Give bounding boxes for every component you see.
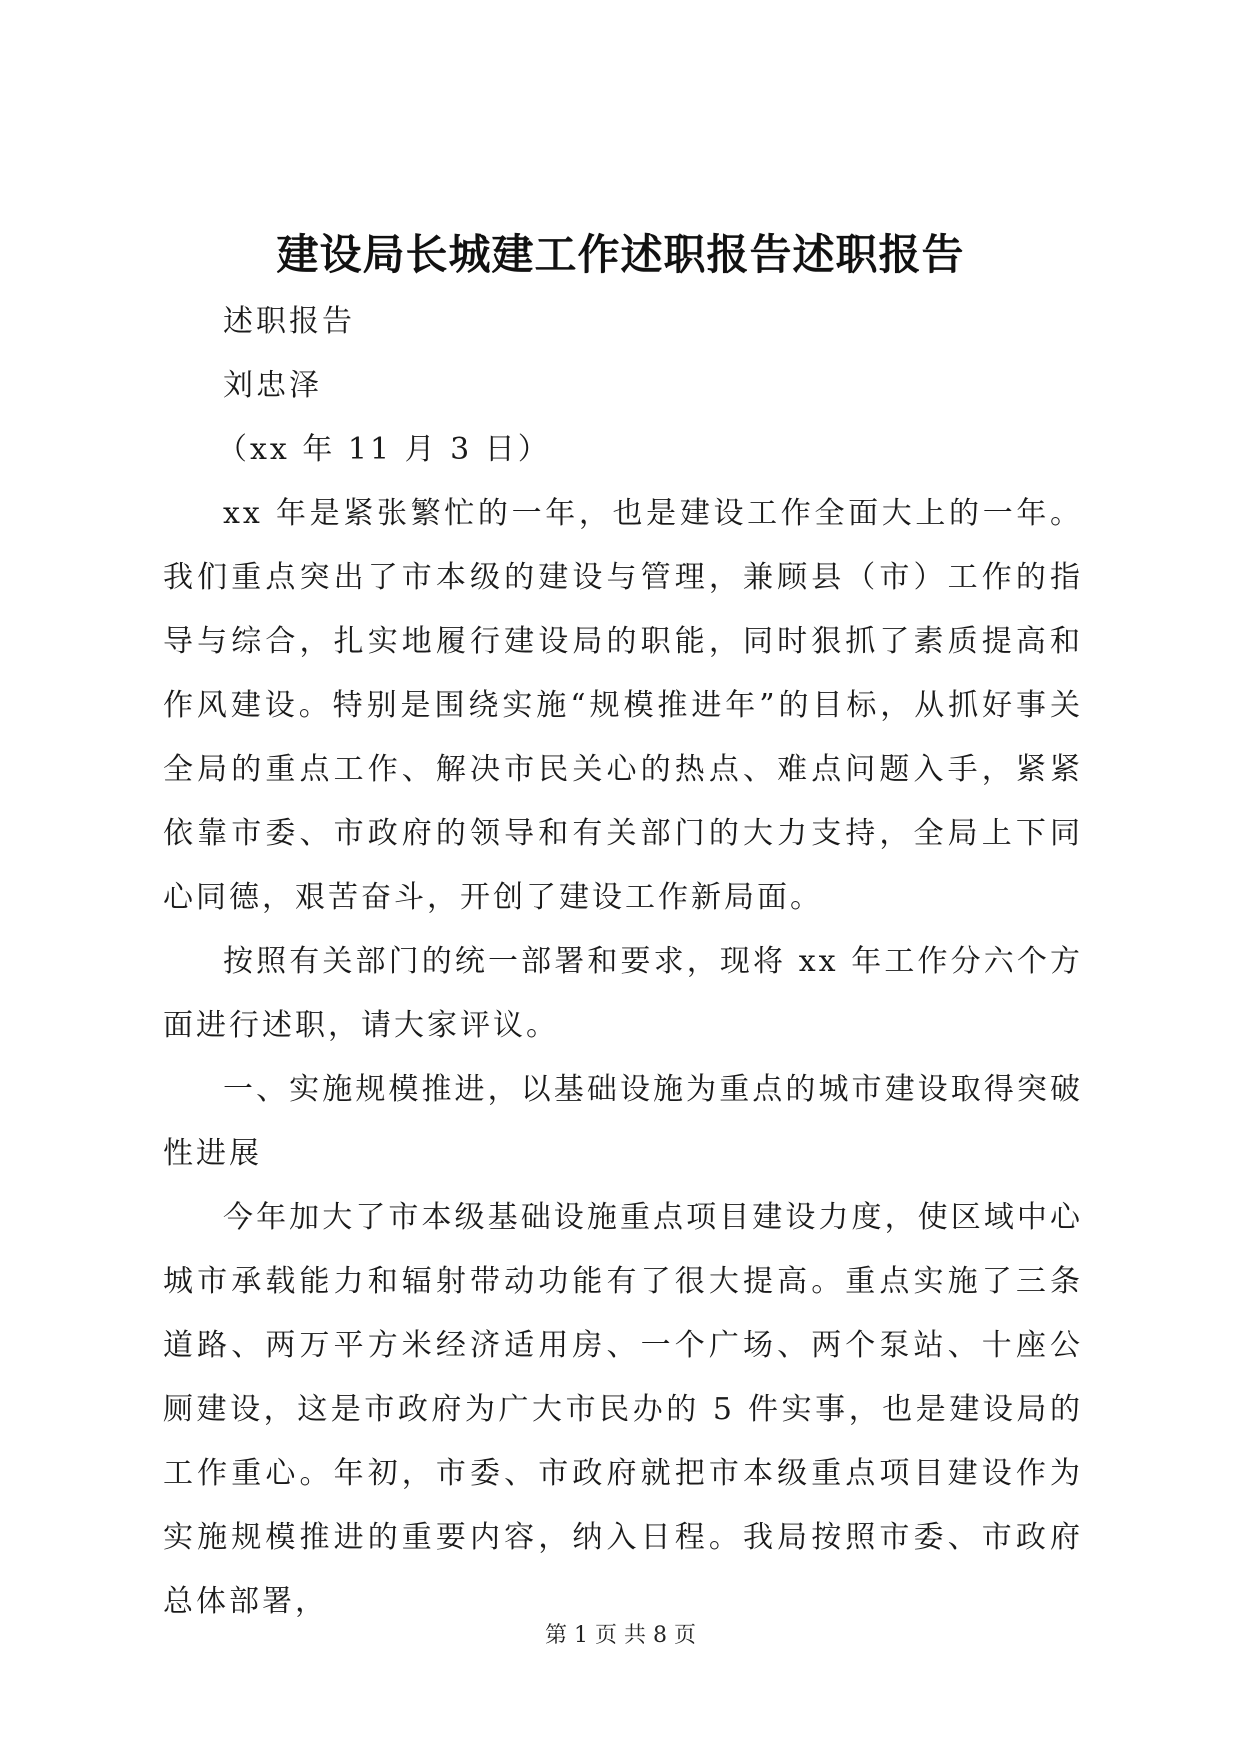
body-paragraph: xx 年是紧张繁忙的一年，也是建设工作全面大上的一年。我们重点突出了市本级的建设与管理，兼顾县（市）工作的指导与综合，扎实地履行建设局的职能，同时狠抓了素质提高和作风建设。特别是围绕实施“规模推进年”的目标，从抓好事关全局的重点工作、解决市民关心的热点、难点问题入手，紧紧依靠市委、市政府的领导和有关部门的大力支持，全局上下同心同德，艰苦奋斗，开创了建设工作新局面。 bbox=[163, 496, 1083, 915]
page-number-footer: 第 1 页 共 8 页 bbox=[545, 1623, 696, 1648]
report-date: （xx 年 11 月 3 日） bbox=[217, 432, 551, 467]
report-type-line: 述职报告 bbox=[223, 304, 355, 339]
document-body bbox=[163, 290, 1083, 1634]
body-paragraph: 按照有关部门的统一部署和要求，现将 xx 年工作分六个方面进行述职，请大家评议。 bbox=[163, 944, 1083, 1043]
section-heading: 一、实施规模推进，以基础设施为重点的城市建设取得突破性进展 bbox=[163, 1072, 1083, 1171]
document-title: 建设局长城建工作述职报告述职报告 bbox=[276, 230, 965, 279]
body-paragraph: 今年加大了市本级基础设施重点项目建设力度，使区域中心城市承载能力和辐射带动功能有了很大提高。重点实施了三条道路、两万平方米经济适用房、一个广场、两个泵站、十座公厕建设，这是市政府为广大市民办的 5 件实事，也是建设局的工作重心。年初，市委、市政府就把市本级重点项目建设作为实施规模推进的重要内容，纳入日程。我局按照市委、市政府总体部署， bbox=[163, 1200, 1083, 1619]
author-name: 刘忠泽 bbox=[223, 368, 322, 403]
